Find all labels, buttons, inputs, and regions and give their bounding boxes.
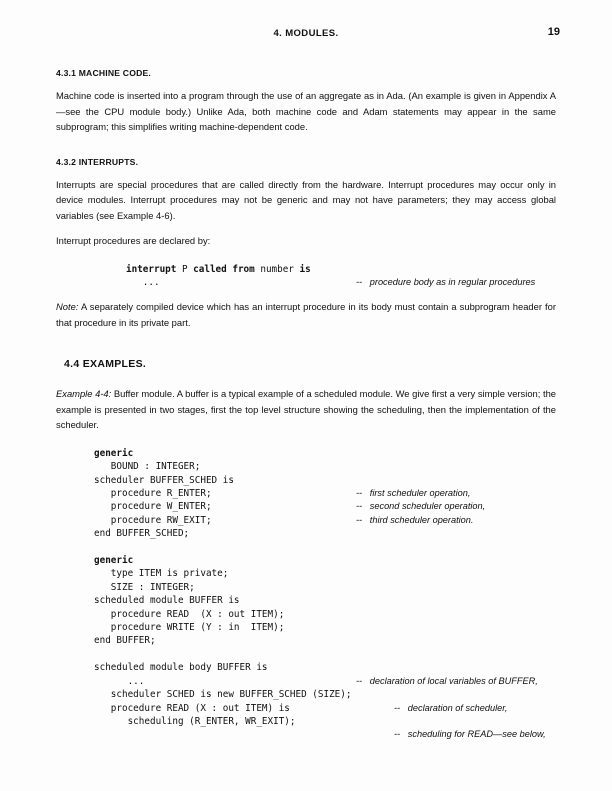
paragraph-machine-code: Machine code is inserted into a program through the use of an aggregate as in Ada. (An example is given in Appendix A—see the CPU module body.) Unlike Ada, both machine code and Adam statements may appear in the same subprogram; this simplifies writing machine-dependent code. bbox=[56, 90, 556, 132]
code-text: generic bbox=[94, 447, 134, 459]
section-heading-4-3-2: 4.3.2 INTERRUPTS. bbox=[56, 156, 139, 167]
code-text: procedure WRITE (Y : in ITEM); bbox=[94, 622, 285, 634]
section-heading-4-4: 4.4 EXAMPLES. bbox=[64, 358, 147, 371]
code-text: ... bbox=[94, 675, 145, 687]
example-label: Example 4-4: bbox=[56, 388, 112, 400]
code-block-2 bbox=[56, 554, 556, 648]
code-text: type ITEM is private; bbox=[94, 568, 229, 580]
code-text: procedure READ (X : out ITEM); bbox=[94, 608, 285, 620]
code-text: scheduler BUFFER_SCHED is bbox=[94, 474, 234, 486]
code-comment: -- second scheduler operation, bbox=[356, 501, 486, 512]
code-text: procedure R_ENTER; bbox=[94, 488, 212, 500]
code-line bbox=[94, 702, 556, 715]
interrupt-number: number bbox=[254, 263, 300, 275]
code-line bbox=[94, 487, 556, 500]
page-content bbox=[56, 58, 556, 740]
paragraph-interrupts-1: Interrupts are special procedures that are called directly from the hardware. Interrupt procedures may occur only in device modules. Interrupt procedures may not be generic and may not have parameters; they may access global variables (see Example 4-6). bbox=[56, 178, 556, 221]
code-text: scheduled module body BUFFER is bbox=[94, 662, 268, 674]
interrupt-declaration-block bbox=[56, 263, 556, 290]
code-text: procedure W_ENTER; bbox=[94, 501, 212, 513]
code-line bbox=[94, 715, 556, 728]
paragraph-interrupts-2: Interrupt procedures are declared by: bbox=[56, 235, 211, 246]
interrupt-body-comment: -- procedure body as in regular procedures bbox=[356, 276, 536, 287]
code-text: BOUND : INTEGER; bbox=[94, 461, 201, 473]
code-line bbox=[94, 447, 556, 460]
code-line bbox=[94, 634, 556, 647]
running-head: 4. MODULES. bbox=[273, 28, 339, 39]
code-line bbox=[94, 594, 556, 607]
code-line bbox=[94, 500, 556, 513]
code-line bbox=[94, 527, 556, 540]
code-text: end BUFFER_SCHED; bbox=[94, 528, 190, 540]
code-text: generic bbox=[94, 555, 134, 567]
keyword-is: is bbox=[299, 263, 311, 275]
code-comment: -- third scheduler operation. bbox=[356, 514, 474, 525]
code-line bbox=[94, 688, 556, 701]
code-text: procedure RW_EXIT; bbox=[94, 514, 212, 526]
code-line bbox=[94, 474, 556, 487]
code-text: end BUFFER; bbox=[94, 635, 156, 647]
code-line bbox=[94, 514, 556, 527]
code-line bbox=[94, 608, 556, 621]
code-line bbox=[94, 460, 556, 473]
code-comment: -- declaration of scheduler, bbox=[394, 702, 508, 713]
code-block-1 bbox=[56, 447, 556, 541]
keyword-interrupt: interrupt bbox=[126, 263, 177, 275]
code-line bbox=[94, 554, 556, 567]
code-text: scheduling (R_ENTER, WR_EXIT); bbox=[94, 715, 296, 727]
example-text: Buffer module. A buffer is a typical example of a scheduled module. We give first a very simple version; the example is presented in two stages, first the top level structure showing the scheduling, then the implementation of the scheduler. bbox=[56, 388, 556, 431]
interrupt-declaration-line bbox=[126, 263, 556, 276]
note-label: Note: bbox=[56, 301, 79, 313]
code-text: procedure READ (X : out ITEM) is bbox=[94, 702, 290, 714]
code-line bbox=[94, 675, 556, 688]
code-comment: -- first scheduler operation, bbox=[356, 488, 471, 499]
section-heading-4-3-1: 4.3.1 MACHINE CODE. bbox=[56, 68, 152, 78]
paragraph-note bbox=[56, 299, 556, 330]
interrupt-body-ellipsis-line bbox=[126, 276, 556, 289]
code-text: scheduled module BUFFER is bbox=[94, 595, 240, 607]
code-line bbox=[94, 581, 556, 594]
code-line bbox=[94, 567, 556, 580]
paragraph-example-4-4 bbox=[56, 386, 556, 433]
code-line bbox=[94, 621, 556, 634]
code-text: scheduler SCHED is new BUFFER_SCHED (SIZE); bbox=[94, 689, 352, 701]
ellipsis-text: ... bbox=[126, 276, 160, 288]
code-block-3 bbox=[56, 661, 556, 740]
code-line bbox=[94, 661, 556, 674]
code-comment: -- scheduling for READ—see below, bbox=[394, 729, 546, 740]
page-number: 19 bbox=[547, 26, 560, 38]
code-text: SIZE : INTEGER; bbox=[94, 581, 195, 593]
code-comment: -- declaration of local variables of BUFFER, bbox=[356, 675, 538, 686]
keyword-called-from: called from bbox=[193, 263, 255, 275]
interrupt-name: P bbox=[176, 263, 194, 275]
note-text: A separately compiled device which has an interrupt procedure in its body must contain a subprogram header for that procedure in its private part. bbox=[56, 301, 556, 328]
